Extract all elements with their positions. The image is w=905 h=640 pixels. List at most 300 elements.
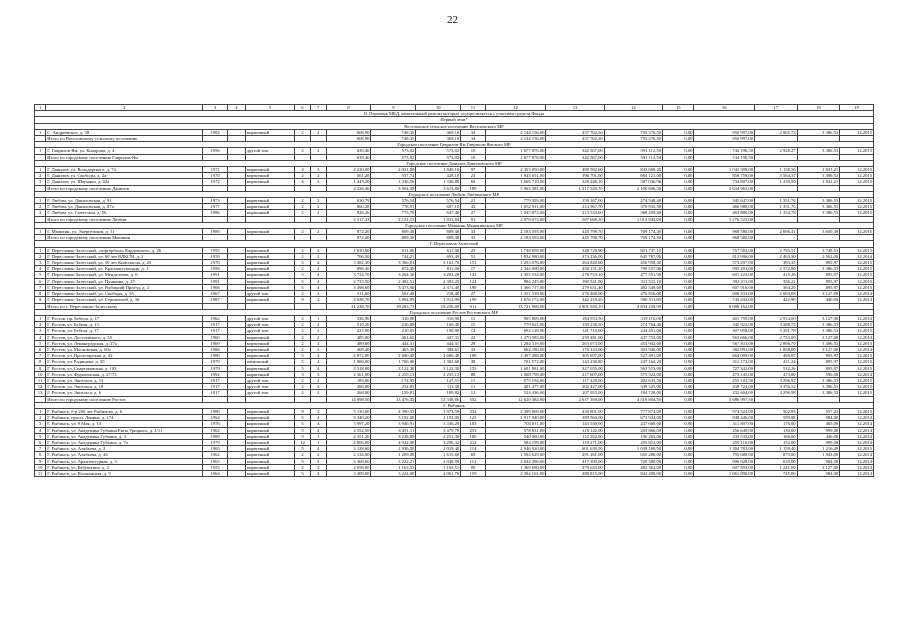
table-cell: 1965 (203, 446, 228, 452)
table-cell: Г. Ростов, ул. Пролетарская, д. 43 (46, 353, 203, 359)
table-cell: 1917 (203, 390, 228, 396)
table-cell: 1992 (203, 371, 228, 377)
table-cell: 1 354,78 (755, 210, 798, 216)
table-cell: 1960 (203, 334, 228, 340)
table-cell: 0,00 (663, 334, 694, 340)
table-cell: 12.2015 (840, 446, 874, 452)
table-cell: 3 (35, 260, 46, 266)
table-cell: 511,60 (326, 291, 371, 297)
table-cell: 27 (461, 210, 486, 216)
table-cell: 12.2014 (840, 346, 874, 352)
table-cell: 607 916,00 (694, 284, 755, 290)
table-cell: 2 371,40 (416, 284, 461, 290)
table-cell: 1 (310, 439, 326, 445)
table-cell: 12.2014 (840, 470, 874, 476)
table-cell: 601 639,50 (546, 446, 604, 452)
table-cell: 12 620 382,00 (485, 396, 546, 402)
table-cell: 9 (295, 408, 311, 414)
table-cell: 1 217 529,70 (546, 185, 604, 191)
table-cell: 872,30 (371, 266, 416, 272)
table-cell: 445 798,70 (546, 235, 604, 241)
table-cell: 1 445,20 (326, 179, 371, 185)
table-cell: 684 121,00 (604, 173, 662, 179)
table-cell: 12.2015 (840, 260, 874, 266)
table-cell: 7 (35, 446, 46, 452)
table-cell: Г. Любим, ул. Даниловская, д. 81 (46, 198, 203, 204)
table-cell: 2 344 000,00 (485, 266, 546, 272)
table-cell: Г. Ростов, ул. Ленинградская, д. 27а (46, 340, 203, 346)
table-cell: 858 759,00 (694, 173, 755, 179)
table-cell: 1980 (203, 408, 228, 414)
table-cell: кирпичный (245, 365, 294, 371)
table-cell: 720 380,00 (604, 458, 662, 464)
table-cell: кирпичный (245, 253, 294, 259)
table-cell: 1 038 169,50 (604, 446, 662, 452)
table-cell: Г. Рыбинск, ул. Бабушкина, д. 2 (46, 464, 203, 470)
table-cell: 0,00 (663, 359, 694, 365)
table-cell: 3 336,29 (416, 421, 461, 427)
page-number: 22 (447, 14, 458, 26)
table-cell: кирпичный (245, 452, 294, 458)
table-cell: 2 (310, 328, 326, 334)
table-cell: 1979 (203, 365, 228, 371)
table-cell: 1964 (203, 415, 228, 421)
table-cell: 4 390,31 (371, 408, 416, 414)
table-cell: 19 283,73 (371, 303, 416, 309)
table-cell: 777 874,00 (604, 408, 662, 414)
table-cell: Г. Рыбинск, ул. Алябьева, д. 2 (46, 446, 203, 452)
table-cell: 482 549,60 (604, 284, 662, 290)
table-cell: 8 (35, 452, 46, 458)
table-cell: 0,00 (663, 297, 694, 303)
table-cell: 587 036,96 (604, 179, 662, 185)
table-cell: 11 (461, 384, 486, 390)
table-cell: 744,21 (371, 253, 416, 259)
table-cell: 0,00 (663, 371, 694, 377)
table-cell: 2 (310, 408, 326, 414)
table-cell: 809,30 (371, 235, 416, 241)
table-cell: 3 128,60 (326, 446, 371, 452)
table-cell: 1 302,60 (416, 359, 461, 365)
table-cell: 540 060,00 (485, 433, 546, 439)
table-cell: 3 386,53 (797, 266, 840, 272)
table-cell: 2 029,40 (416, 446, 461, 452)
table-cell: 10 (461, 148, 486, 154)
table-cell: 573,02 (416, 148, 461, 154)
table-cell: 12 (461, 390, 486, 396)
table-row (35, 247, 874, 253)
header-col-number: 1 (35, 105, 46, 111)
table-cell: 401 759,00 (694, 315, 755, 321)
table-cell: 999,00 (797, 427, 840, 433)
table-cell: 1917 (203, 322, 228, 328)
table-cell: 12.2015 (840, 377, 874, 383)
header-col-number: 2 (46, 105, 203, 111)
table-cell: 703 011,00 (485, 421, 546, 427)
table-cell: 0,00 (663, 210, 694, 216)
table-cell: 477 551,90 (604, 272, 662, 278)
table-cell: 34 (461, 129, 486, 135)
table-cell: 276 753,10 (546, 272, 604, 278)
table-cell: 2 482,51 (371, 278, 416, 284)
table-cell: 639,40 (326, 148, 371, 154)
header-col-number: 5 (245, 105, 294, 111)
table-cell: 91 (461, 216, 486, 222)
table-row (35, 427, 874, 433)
table-cell: 1 (35, 229, 46, 235)
table-cell: 3 964,09 (371, 297, 416, 303)
table-cell: 1 163,51 (371, 464, 416, 470)
table-cell: 2 (310, 129, 326, 135)
table-cell: 664 099,00 (694, 353, 755, 359)
table-cell: 143 (461, 272, 486, 278)
table-cell: 1 748 659,00 (485, 247, 546, 253)
table-cell: 1 497 288,00 (485, 353, 546, 359)
table-cell: 2 753,09 (755, 334, 798, 340)
table-cell: 2 (310, 452, 326, 458)
table-cell: 1955 (203, 247, 228, 253)
table-cell: 0,00 (663, 377, 694, 383)
table-cell: кирпичный (245, 371, 294, 377)
table-cell: 307 958,00 (694, 328, 755, 334)
table-cell: Г. Ростов, ул. Бебеля, д. 17 (46, 328, 203, 334)
table-cell: 1965 (203, 458, 228, 464)
table-cell: 1958 (203, 266, 228, 272)
table-cell: 1 276 525,00 (694, 216, 755, 222)
table-cell: кирпичный (245, 433, 294, 439)
table-cell: 757 582,00 (694, 247, 755, 253)
table-cell: 256 649,00 (694, 427, 755, 433)
table-cell: 895,97 (797, 284, 840, 290)
table-cell: 607 593,00 (694, 464, 755, 470)
table-cell: 0,00 (663, 415, 694, 421)
table-cell: 0,00 (663, 365, 694, 371)
table-cell: 2 (295, 464, 311, 470)
table-cell: 1969 (203, 340, 228, 346)
table-cell: 1 366 717,00 (485, 284, 546, 290)
table-cell: 27 (461, 291, 486, 297)
table-cell: 12.2014 (840, 315, 874, 321)
table-cell: 3 473,90 (371, 284, 416, 290)
table-cell: 263 073,00 (546, 340, 604, 346)
table-cell: 12.2015 (840, 390, 874, 396)
table-cell: 578 631,00 (485, 427, 546, 433)
table-cell: 2 733,50 (326, 278, 371, 284)
table-cell: Г. Любим, ул. Даниловская, д. 87а (46, 204, 203, 210)
header-col-number: 7 (310, 105, 326, 111)
table-cell: 268,00 (326, 390, 371, 396)
table-cell: Итого по Веселовскому сельскому поселению (46, 136, 203, 142)
table-cell: 5 (295, 260, 311, 266)
table-cell: другой тип (245, 384, 294, 390)
table-cell: 279 631,40 (546, 284, 604, 290)
table-cell: 0,00 (663, 179, 694, 185)
table-cell: 727 342,00 (694, 365, 755, 371)
table-cell: 166,00 (755, 433, 798, 439)
table-cell: 4 (310, 260, 326, 266)
table-cell: 2 399 069,00 (485, 408, 546, 414)
table-cell: 319 116,00 (604, 315, 662, 321)
table-cell: 3 386,53 (797, 328, 840, 334)
table-cell: 411,24 (755, 359, 798, 365)
table-cell: 3 (35, 421, 46, 427)
table-cell: 496,87 (755, 353, 798, 359)
table-cell: 2 061,70 (416, 470, 461, 476)
table-cell: 453 942,00 (604, 340, 662, 346)
program-table-wrap (34, 104, 874, 477)
table-cell: 103 (461, 421, 486, 427)
table-cell: 1 858,00 (755, 346, 798, 352)
table-cell: 591 112,50 (604, 154, 662, 160)
table-cell: 476 856,00 (604, 291, 662, 297)
table-cell: 430 801,00 (546, 408, 604, 414)
table-cell: 210,95 (371, 328, 416, 334)
table-cell: 611,00 (416, 247, 461, 253)
table-cell: 4 (310, 446, 326, 452)
table-cell: 2 (295, 253, 311, 259)
table-cell: 734 807,00 (694, 179, 755, 185)
table-cell: 5 (295, 353, 311, 359)
table-cell: 9 (295, 297, 311, 303)
table-cell: 3 386,53 (797, 210, 840, 216)
table-cell: 1 241,00 (755, 464, 798, 470)
table-cell: 3 904,30 (371, 185, 416, 191)
table-cell: 1 615,60 (416, 452, 461, 458)
table-cell: 4 (295, 179, 311, 185)
table-cell: 552 (461, 396, 486, 402)
table-cell: 12.2015 (840, 359, 874, 365)
table-cell: 673 934,00 (604, 415, 662, 421)
table-cell: 108 (461, 353, 486, 359)
header-col-number: 15 (663, 105, 694, 111)
table-cell: 2 255,13 (416, 371, 461, 377)
table-cell: 3 479,79 (416, 427, 461, 433)
table-cell: Г. Переславль-Залесский, ул. Строителей, д. 36 (46, 297, 203, 303)
table-cell: 2 131,15 (371, 216, 416, 222)
table-cell: другой тип (245, 148, 294, 154)
table-cell: 3 386,53 (797, 173, 840, 179)
table-cell: 2 (295, 346, 311, 352)
table-cell: 239 535,00 (694, 433, 755, 439)
table-cell: 97 (461, 167, 486, 173)
table-cell: 12.2015 (840, 247, 874, 253)
table-cell: 34 (461, 136, 486, 142)
table-cell: 2 058,00 (326, 464, 371, 470)
table-cell: 234 (461, 408, 486, 414)
table-cell: 1991 (203, 278, 228, 284)
table-cell: 10 (461, 154, 486, 160)
table-cell: 28 (461, 340, 486, 346)
table-cell: 12.2014 (840, 334, 874, 340)
table-cell: 1977 (203, 204, 228, 210)
table-cell: 10 (35, 464, 46, 470)
table-cell: 415,26 (755, 272, 798, 278)
table-cell: 143 530,00 (546, 421, 604, 427)
table-cell: 6 (35, 346, 46, 352)
table-cell: 2 183 593,00 (485, 235, 546, 241)
table-cell: 0,00 (663, 216, 694, 222)
table-cell: 342 219,20 (546, 297, 604, 303)
table-cell: другой тип (245, 322, 294, 328)
table-cell: 14 098,50 (326, 396, 371, 402)
table-cell: 440,00 (797, 297, 840, 303)
table-cell: Г. Рыбинск, б-р 200 лет Рыбинску, д. 6 (46, 408, 203, 414)
table-cell: 119 271,00 (546, 439, 604, 445)
table-cell: 80 (461, 464, 486, 470)
table-cell: 3 127,00 (797, 464, 840, 470)
table-cell: 488 815,00 (546, 470, 604, 476)
table-cell: 13 (35, 390, 46, 396)
table-cell: Г. Любим, ул. Советская, д. 56 (46, 210, 203, 216)
table-cell: 69 (461, 452, 486, 458)
table-cell: 2 (310, 266, 326, 272)
table-cell: 0,00 (663, 198, 694, 204)
table-cell: 706,30 (326, 253, 371, 259)
table-cell: 1 (35, 198, 46, 204)
table-cell: 43 (461, 204, 486, 210)
table-cell: 5 (295, 365, 311, 371)
table-cell: 13 721 969,00 (485, 303, 546, 309)
table-cell: 502,93 (755, 408, 798, 414)
table-cell: 458 151,20 (546, 266, 604, 272)
table-cell: 189 (461, 185, 486, 191)
table-cell: 439 724,00 (694, 384, 755, 390)
table-cell: 18 256,00 (416, 303, 461, 309)
table-cell: 591 112,50 (604, 148, 662, 154)
table-cell: 3 122,30 (416, 365, 461, 371)
program-table (34, 104, 874, 477)
table-cell: 1 (35, 315, 46, 321)
section-heading: Городское поселение Гаврилов-Ям Гаврилов-Ямского МР (35, 142, 874, 148)
table-cell: 5 (295, 278, 311, 284)
table-cell: кирпичный (245, 446, 294, 452)
table-cell: 3 (35, 210, 46, 216)
table-cell: 12.2015 (840, 272, 874, 278)
section-heading: Городское поселение Данилов Даниловского МР (35, 160, 874, 166)
table-cell: 247 669,00 (604, 421, 662, 427)
table-cell: 1973 (203, 198, 228, 204)
table-cell: 0,00 (663, 173, 694, 179)
table-cell: 444,31 (371, 340, 416, 346)
table-cell: Г. Переславль-Залесский, «торгорбаза» Кардовского, д. 26 (46, 247, 203, 253)
table-cell: Г. Рыбинск, просп. Ленина, д. 174 (46, 415, 203, 421)
table-cell: 872,20 (326, 235, 371, 241)
table-cell: 259 116,00 (694, 439, 755, 445)
table-cell: 1917 (203, 384, 228, 390)
table-cell: 9 (35, 365, 46, 371)
table-cell: 590 511,80 (604, 297, 662, 303)
table-cell: 3 386,53 (797, 322, 840, 328)
table-cell: 151 (461, 260, 486, 266)
table-cell: 2 463,30 (755, 253, 798, 259)
table-cell: 701 572,00 (485, 359, 546, 365)
table-cell: 1 270 583,00 (485, 334, 546, 340)
table-cell: 9 (35, 458, 46, 464)
table-cell: Г. Рыбинск, ул. Волжанская, д. 9 (46, 470, 203, 476)
table-cell: 0,00 (663, 154, 694, 160)
table-cell: 862 180,00 (485, 346, 546, 352)
table-cell: 153 (461, 365, 486, 371)
table-cell: 369,10 (416, 129, 461, 135)
table-cell: 2 (310, 346, 326, 352)
table-cell: 755 376,50 (604, 136, 662, 142)
table-cell: 984,00 (797, 415, 840, 421)
table-cell: Итого по городскому поселению Гаврилов-Ям (46, 154, 203, 160)
table-cell: 0,00 (663, 204, 694, 210)
table-cell: 12 (35, 384, 46, 390)
table-cell: 4 (310, 421, 326, 427)
table-cell: 118 142,00 (546, 427, 604, 433)
table-cell: Г. Рыбинск, ул. Академика Губкина, д. 7а (46, 439, 203, 445)
table-cell: 1991 (203, 272, 228, 278)
table-cell: 601 223,00 (694, 272, 755, 278)
table-cell: 895,97 (797, 359, 840, 365)
table-cell: 112 (461, 458, 486, 464)
header-col-number: 18 (797, 105, 840, 111)
table-cell: Г. Ростов, ул. Радищева, д. 35 (46, 359, 203, 365)
table-cell: 911 (461, 303, 486, 309)
table-cell: 3 386,53 (797, 377, 840, 383)
table-cell: 2 (310, 247, 326, 253)
table-cell: 896,30 (326, 266, 371, 272)
table-cell: 3 386,53 (797, 198, 840, 204)
header-col-number: 11 (461, 105, 486, 111)
table-cell: 33 (461, 235, 486, 241)
table-cell: 12.2014 (840, 464, 874, 470)
table-cell: 879,00 (755, 452, 798, 458)
table-cell: 345 647,00 (694, 198, 755, 204)
table-cell: 2 (310, 464, 326, 470)
table-cell: 808,90 (326, 129, 371, 135)
table-cell: 0,00 (663, 390, 694, 396)
table-cell: 217 607,00 (546, 371, 604, 377)
table-cell: 2 (310, 148, 326, 154)
table-cell: 2 361,00 (326, 371, 371, 377)
table-cell: 9 (35, 297, 46, 303)
table-cell: 456 958,40 (604, 260, 662, 266)
table-cell: 645 767,00 (604, 253, 662, 259)
table-cell: другой тип (245, 328, 294, 334)
table-cell: 1 849,10 (416, 167, 461, 173)
table-cell: 0,00 (663, 470, 694, 476)
table-cell: 0,00 (663, 396, 694, 402)
table-cell: 1986 (203, 210, 228, 216)
table-cell: Г. Ростов, ул. Московская, д. 69а (46, 346, 203, 352)
table-cell: 895,97 (797, 353, 840, 359)
table-cell: 2 (295, 266, 311, 272)
table-cell: 12.2015 (840, 266, 874, 272)
section-heading: Городское поселение Мышкин Мышкинского МР (35, 222, 874, 228)
table-cell: 2 936,50 (371, 446, 416, 452)
table-cell: 573,02 (371, 148, 416, 154)
table-cell: 2 (295, 129, 311, 135)
table-cell: 950 997,00 (694, 136, 755, 142)
header-col-number: 9 (371, 105, 416, 111)
table-cell: 428,10 (416, 173, 461, 179)
table-cell: 1 304 781,00 (694, 446, 755, 452)
table-cell: 2 (295, 315, 311, 321)
table-cell: 984,00 (797, 458, 840, 464)
table-cell: 33 (461, 229, 486, 235)
table-cell: 0,00 (663, 303, 694, 309)
table-cell: 557,74 (371, 173, 416, 179)
table-cell: 12.2015 (840, 278, 874, 284)
table-cell: 473 145,00 (694, 371, 755, 377)
table-cell: 895,97 (797, 278, 840, 284)
table-cell: 2 795,51 (755, 247, 798, 253)
table-cell: 573,02 (416, 154, 461, 160)
table-cell: 895,97 (797, 365, 840, 371)
